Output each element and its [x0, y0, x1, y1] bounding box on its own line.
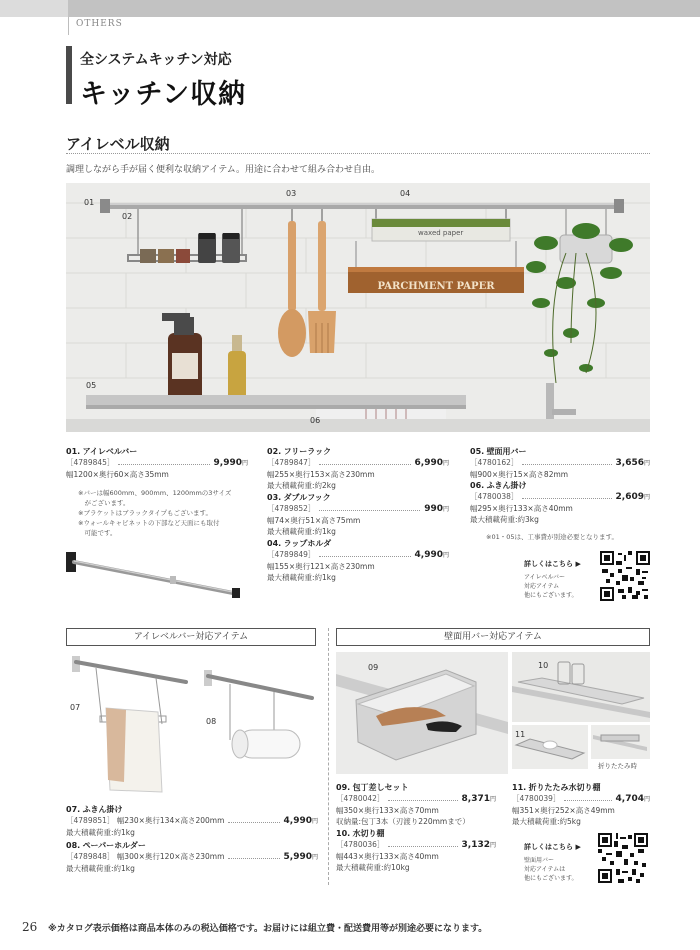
product-name: 壁面用バー: [486, 447, 527, 456]
product-load: 最大積載荷重:約10kg: [336, 863, 410, 872]
product-name: ペーパーホルダー: [82, 841, 146, 850]
leader-dots: [319, 510, 420, 511]
product-no: 01.: [66, 447, 81, 456]
product-load: 最大積載荷重:約5kg: [512, 817, 581, 826]
product-no: 05.: [470, 447, 485, 456]
product-code: ［4789847］: [267, 458, 316, 467]
product-code: ［4789849］: [267, 550, 316, 559]
price-unit: 円: [643, 460, 650, 467]
more-sub-line: 壁面用バー: [524, 857, 555, 864]
product-code: ［4780042］: [336, 794, 385, 803]
item-label-10: 10: [538, 661, 549, 670]
paper-holder-image: [200, 664, 318, 774]
product-load: 最大積載荷重:約2kg: [267, 481, 336, 490]
product-capacity: 収納量:包丁3本（刃渡り220mmまで）: [336, 817, 470, 826]
price-unit: 円: [489, 842, 496, 849]
section-label: OTHERS: [76, 19, 123, 29]
product-name: ふきん掛け: [486, 481, 527, 490]
towel-hanger-image: [66, 652, 196, 798]
product-code: ［4780162］: [470, 458, 519, 467]
product-spec: 幅900×奥行15×高さ82mm: [470, 470, 569, 479]
page-number: 26: [22, 920, 38, 934]
photo-label-02: 02: [122, 212, 133, 221]
leader-dots: [388, 800, 457, 801]
item-label-08: 08: [206, 717, 217, 726]
note-line: 可能です。: [78, 529, 117, 537]
product-price: 2,609: [615, 492, 644, 502]
product-no: 03.: [267, 493, 282, 502]
title-accent-bar: [66, 46, 72, 104]
product-price: 4,704: [615, 794, 644, 804]
product-load: 最大積載荷重:約1kg: [267, 527, 336, 536]
product-price: 9,990: [213, 458, 242, 468]
product-03: [267, 492, 449, 537]
product-no: 10.: [336, 829, 351, 838]
footer-note: ※カタログ表示価格は商品本体のみの税込価格です。お届けには組立費・配送費用等が別途必要になります。: [48, 924, 488, 934]
product-spec: 幅443×奥行133×高さ40mm: [336, 852, 439, 861]
product-04: [267, 538, 449, 583]
product-load: 最大積載荷重:約1kg: [267, 573, 336, 582]
product-load: 最大積載荷重:約1kg: [66, 864, 135, 873]
more-sub-line: 他にもございます。: [524, 592, 578, 599]
product-code: ［4789848］: [66, 852, 115, 861]
product-no: 06.: [470, 481, 485, 490]
product-name: 水切り棚: [352, 829, 385, 838]
photo-label-04: 04: [400, 189, 411, 198]
more-label: 詳しくはこちら: [524, 843, 573, 851]
product-name: フリーラック: [283, 447, 332, 456]
price-unit: 円: [643, 494, 650, 501]
product-code: ［4780038］: [470, 492, 519, 501]
arrow-right-icon: ▶: [575, 560, 581, 568]
top-band: [0, 0, 700, 17]
folding-shelf-image: [512, 725, 588, 769]
more-info-link-2[interactable]: [524, 842, 596, 883]
column-divider: [328, 628, 329, 885]
section-lead: 調理しながら手が届く便利な収納アイテム。用途に合わせて組み合わせ自由。: [66, 165, 381, 175]
product-name: アイレベルバー: [82, 447, 138, 456]
product-08: [66, 840, 318, 874]
product-code: ［4789852］: [267, 504, 316, 513]
more-sub-line: 対応アイテム: [524, 583, 560, 590]
arrow-right-icon: ▶: [575, 843, 581, 851]
product-spec: 幅74×奥行51×高さ75mm: [267, 516, 361, 525]
note-line: がございます。: [78, 499, 130, 507]
product-no: 09.: [336, 783, 351, 792]
product-09: [336, 782, 496, 827]
product-07: [66, 804, 318, 838]
section-divider: [66, 153, 650, 154]
kicker: 全システムキッチン対応: [80, 52, 232, 68]
product-price: 8,371: [461, 794, 490, 804]
kitchen-photo: [66, 183, 650, 432]
product-name: ふきん掛け: [82, 805, 123, 814]
leader-dots: [522, 498, 611, 499]
product-price: 6,990: [414, 458, 443, 468]
product-name: ラップホルダ: [283, 539, 332, 548]
note-line: ※ウォールキャビネットの下部など天面にも取付: [78, 519, 220, 527]
more-info-link-1[interactable]: [524, 559, 596, 600]
product-name: 包丁差しセット: [352, 783, 409, 792]
leader-dots: [118, 464, 209, 465]
product-code: ［4789851］: [66, 816, 115, 825]
leader-dots: [388, 846, 457, 847]
product-spec: 幅230×奥行134×高さ200mm: [116, 816, 225, 825]
folded-shelf-image: [591, 725, 650, 759]
photo-label-03: 03: [286, 189, 297, 198]
more-sub-line: 他にもございます。: [524, 875, 578, 882]
page-title: キッチン収納: [80, 79, 247, 110]
section-heading: アイレベル収納: [66, 135, 170, 153]
product-load: 最大積載荷重:約1kg: [66, 828, 135, 837]
product-no: 04.: [267, 539, 282, 548]
section-tab-divider: [68, 17, 69, 35]
photo-label-05: 05: [86, 381, 97, 390]
price-unit: 円: [311, 854, 318, 861]
price-unit: 円: [311, 818, 318, 825]
leader-dots: [564, 800, 611, 801]
parchment-label: PARCHMENT PAPER: [377, 281, 495, 292]
leader-dots: [522, 464, 611, 465]
product-code: ［4780039］: [512, 794, 561, 803]
price-unit: 円: [489, 796, 496, 803]
product-spec: 幅300×奥行120×高さ230mm: [116, 852, 225, 861]
leader-dots: [228, 822, 279, 823]
product-no: 11.: [512, 783, 527, 792]
leader-dots: [228, 858, 279, 859]
notes-01: [78, 488, 258, 538]
product-no: 02.: [267, 447, 282, 456]
more-label: 詳しくはこちら: [524, 560, 573, 568]
item-label-09: 09: [368, 663, 379, 672]
product-02: [267, 446, 449, 491]
product-no: 08.: [66, 841, 81, 850]
eye-level-bar-image: [66, 548, 246, 602]
price-unit: 円: [241, 460, 248, 467]
product-code: ［4789845］: [66, 458, 115, 467]
product-price: 990: [424, 504, 443, 514]
product-spec: 幅155×奥行121×高さ230mm: [267, 562, 375, 571]
note-line: ※ブラケットはブラックタイプもございます。: [78, 509, 213, 517]
box-heading-wall-bar: 壁面用バー対応アイテム: [336, 628, 650, 646]
photo-label-06: 06: [310, 416, 321, 425]
waxed-paper-label: waxed paper: [418, 229, 464, 237]
more-sub-line: アイレベルバー: [524, 574, 566, 581]
qr-code-icon[interactable]: [600, 551, 650, 601]
leader-dots: [319, 464, 410, 465]
product-spec: 幅255×奥行153×高さ230mm: [267, 470, 375, 479]
product-price: 4,990: [414, 550, 443, 560]
product-spec: 幅295×奥行133×高さ40mm: [470, 504, 573, 513]
product-spec: 幅1200×奥行60×高さ35mm: [66, 470, 169, 479]
qr-code-icon[interactable]: [598, 833, 648, 883]
product-06: [470, 480, 650, 525]
more-sub-line: 対応アイテムは: [524, 866, 566, 873]
product-10: [336, 828, 496, 873]
product-11: [512, 782, 650, 827]
note-line: ※バーは幅600mm、900mm、1200mmの3サイズ: [78, 489, 232, 497]
product-name: 折りたたみ水切り棚: [528, 783, 601, 792]
product-spec: 幅351×奥行252×高さ49mm: [512, 806, 615, 815]
price-unit: 円: [643, 796, 650, 803]
price-unit: 円: [442, 552, 449, 559]
product-price: 3,656: [615, 458, 644, 468]
item-label-11: 11: [515, 730, 526, 739]
item-label-07: 07: [70, 703, 81, 712]
kitchen-illustration: [66, 183, 650, 432]
product-05: [470, 446, 650, 480]
folded-caption: 折りたたみ時: [598, 762, 637, 770]
price-unit: 円: [442, 506, 449, 513]
knife-holder-image: [336, 652, 508, 774]
product-no: 07.: [66, 805, 81, 814]
drying-shelf-image: [512, 652, 650, 722]
product-code: ［4780036］: [336, 840, 385, 849]
product-price: 3,132: [461, 840, 490, 850]
leader-dots: [319, 556, 410, 557]
photo-label-01: 01: [84, 198, 95, 207]
box-heading-eye-level: アイレベルバー対応アイテム: [66, 628, 316, 646]
product-01: [66, 446, 248, 480]
product-name: ダブルフック: [283, 493, 331, 502]
product-spec: 幅350×奥行133×高さ70mm: [336, 806, 439, 815]
note-col3: ※01・05は、工事費が別途必要となります。: [486, 533, 618, 541]
product-price: 5,990: [283, 852, 312, 862]
price-unit: 円: [442, 460, 449, 467]
product-price: 4,990: [283, 816, 312, 826]
product-load: 最大積載荷重:約3kg: [470, 515, 539, 524]
top-band-tab: [0, 0, 68, 17]
